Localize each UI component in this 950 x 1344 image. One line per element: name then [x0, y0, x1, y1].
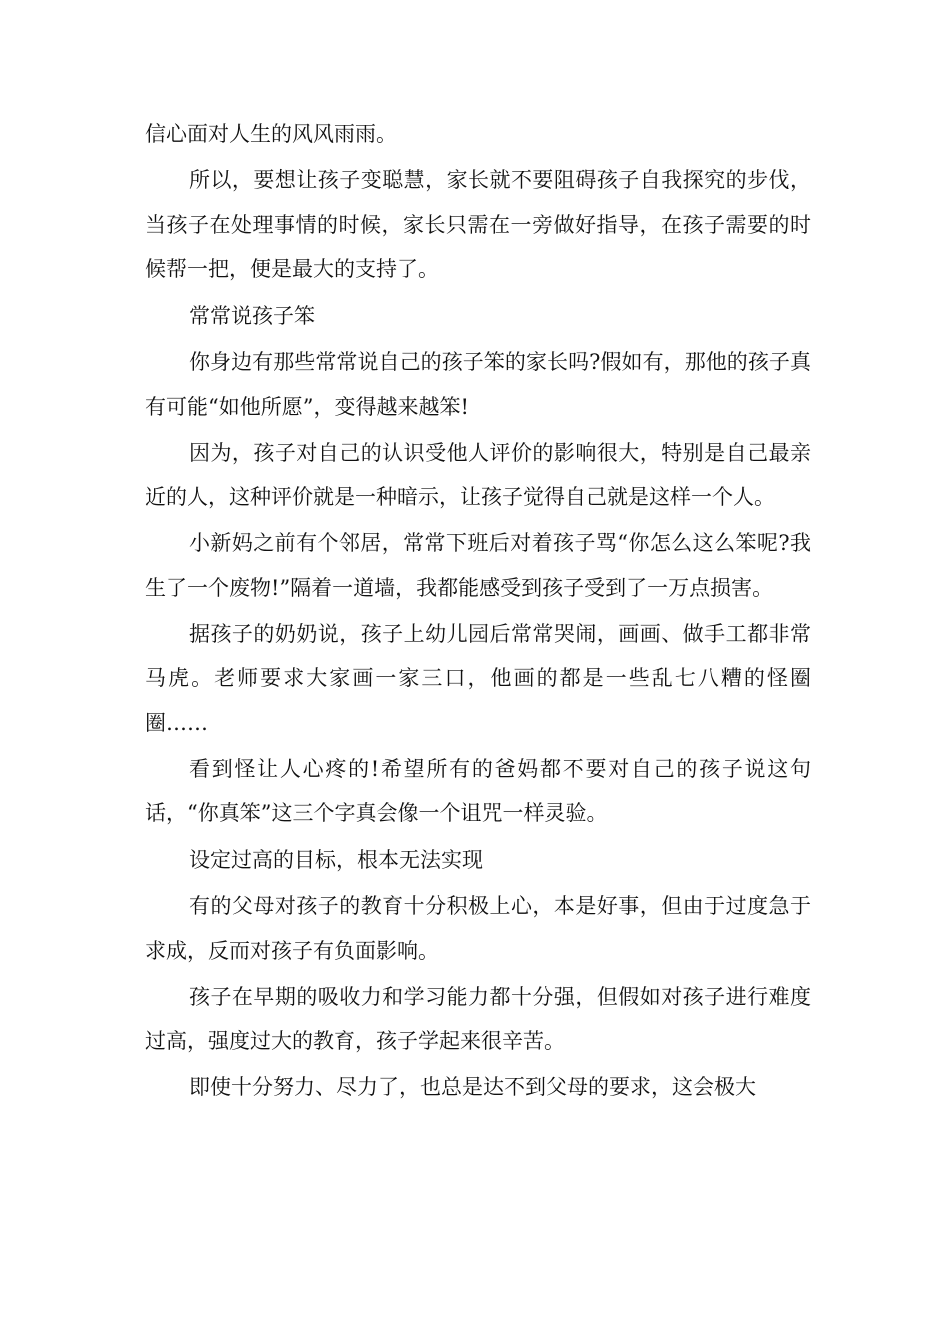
paragraph: 因为，孩子对自己的认识受他人评价的影响很大，特别是自己最亲近的人，这种评价就是一种暗示，让孩子觉得自己就是这样一个人。	[145, 440, 811, 509]
paragraph: 看到怪让人心疼的!希望所有的爸妈都不要对自己的孩子说这句话，“你真笨”这三个字真会像一个诅咒一样灵验。	[145, 756, 811, 825]
paragraph-truncated: 即使十分努力、尽力了，也总是达不到父母的要求，这会极大	[189, 1075, 756, 1099]
paragraph: 所以，要想让孩子变聪慧，家长就不要阻碍孩子自我探究的步伐，当孩子在处理事情的时候，家长只需在一旁做好指导，在孩子需要的时候帮一把，便是最大的支持了。	[145, 168, 811, 281]
paragraph: 有的父母对孩子的教育十分积极上心，本是好事，但由于过度急于求成，反而对孩子有负面影响。	[145, 894, 811, 963]
section-heading: 设定过高的目标，根本无法实现	[189, 847, 483, 872]
section-heading: 常常说孩子笨	[189, 303, 315, 328]
paragraph-continuation: 信心面对人生的风风雨雨。	[145, 122, 397, 146]
paragraph: 孩子在早期的吸收力和学习能力都十分强，但假如对孩子进行难度过高，强度过大的教育，孩子学起来很辛苦。	[145, 984, 811, 1053]
document-body	[145, 112, 811, 1111]
paragraph: 据孩子的奶奶说，孩子上幼儿园后常常哭闹，画画、做手工都非常马虎。老师要求大家画一家三口，他画的都是一些乱七八糟的怪圈圈……	[145, 621, 811, 735]
paragraph: 你身边有那些常常说自己的孩子笨的家长吗?假如有，那他的孩子真有可能“如他所愿”，变得越来越笨!	[145, 350, 811, 419]
paragraph: 小新妈之前有个邻居，常常下班后对着孩子骂“你怎么这么笨呢?我生了一个废物!”隔着一道墙，我都能感受到孩子受到了一万点损害。	[145, 531, 811, 600]
